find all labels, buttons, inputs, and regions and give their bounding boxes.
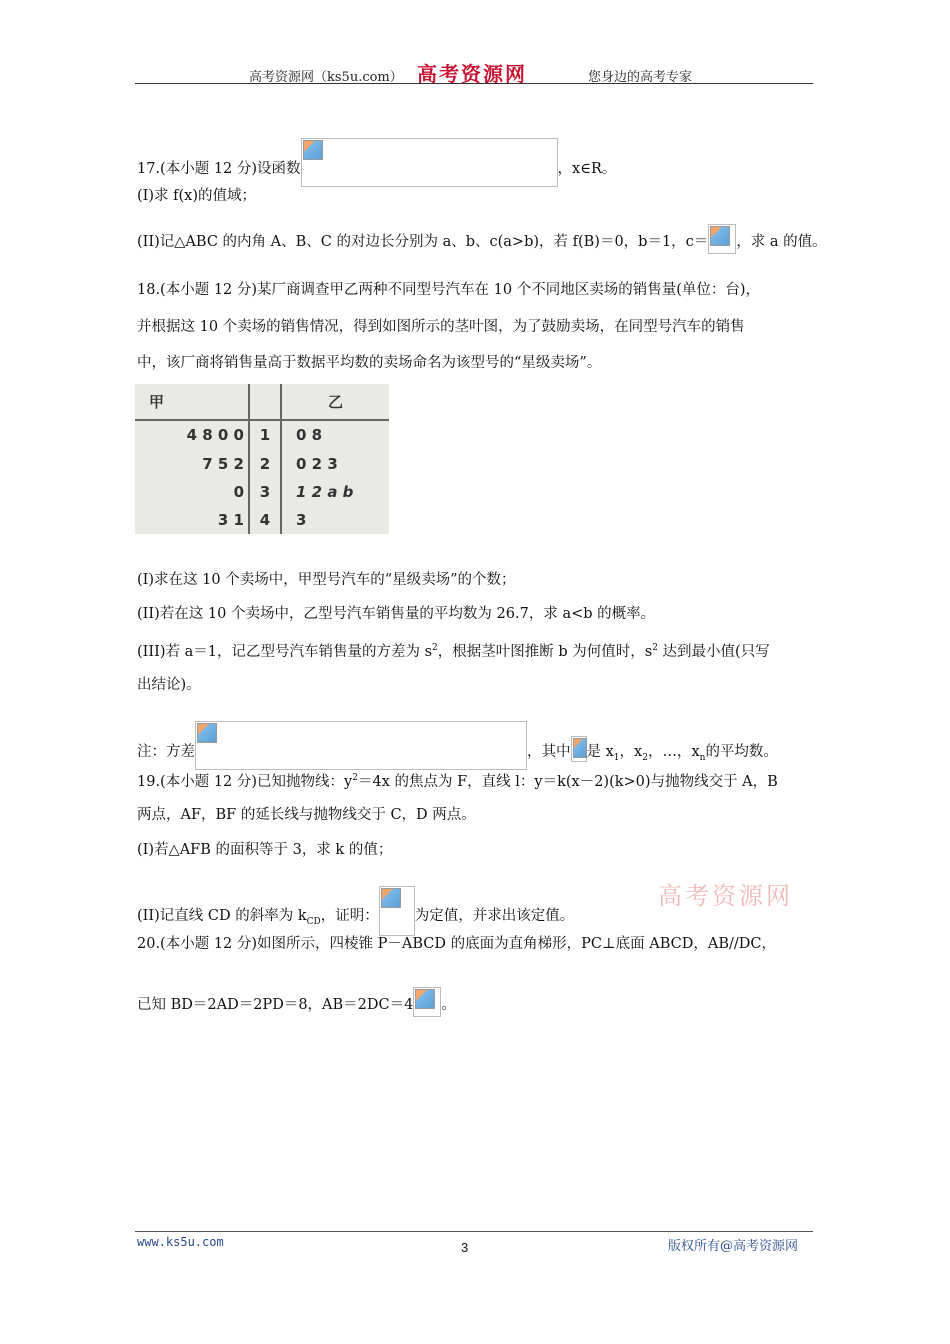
header-site-name: 高考资源网（ks5u.com）: [249, 70, 403, 85]
q19-part2: [137, 886, 574, 936]
stem-header-mid: [249, 384, 281, 420]
watermark: 高考资源网: [658, 882, 793, 910]
q18-part1: (I)求在这 10 个卖场中，甲型号汽车的“星级卖场”的个数；: [137, 572, 516, 588]
q20-line1: 20.(本小题 12 分)如图所示，四棱锥 P－ABCD 的底面为直角梯形，PC⊥底面 ABCD，AB//DC，: [137, 936, 776, 952]
header-slogan: 您身边的高考专家: [588, 70, 693, 85]
note-text: ，x: [619, 744, 643, 760]
broken-image-icon: [415, 989, 435, 1009]
stem-header-left: 甲: [135, 384, 249, 420]
stem-left-leaves: 4 8 0 0: [135, 420, 249, 450]
q18-line3: 中，该厂商将销售量高于数据平均数的卖场命名为该型号的“星级卖场”。: [137, 355, 602, 371]
stem-row: [135, 450, 389, 478]
q17-line1: [137, 138, 616, 187]
q17-stem-text: 17.(本小题 12 分)设函数: [137, 161, 301, 177]
stem-header-right: 乙: [281, 384, 389, 420]
subscript: n: [699, 752, 706, 763]
q18-part3-tail: 达到最小值(只写: [657, 643, 770, 660]
stem-left-leaves: 7 5 2: [135, 450, 249, 478]
q18-part3-text: (III)若 a＝1，记乙型号汽车销售量的方差为 s: [137, 643, 433, 660]
footer-copyright: 版权所有@高考资源网: [668, 1239, 799, 1254]
stem-value: 2: [249, 450, 281, 478]
q18-line2: 并根据这 10 个卖场的销售情况，得到如图所示的茎叶图，为了鼓励卖场，在同型号汽车的销售: [137, 319, 745, 335]
broken-image-icon: [573, 738, 587, 758]
stem-left-leaves: 0: [135, 478, 249, 506]
q17-part2: [137, 224, 827, 254]
note-mid: ，其中: [527, 744, 571, 760]
q20-line2: [137, 987, 456, 1017]
footer-divider: [135, 1231, 813, 1232]
q18-note: [137, 721, 778, 770]
q18-line1: 18.(本小题 12 分)某厂商调查甲乙两种不同型号汽车在 10 个不同地区卖场的销售量(单位：台)，: [137, 282, 761, 298]
stem-row: [135, 420, 389, 450]
superscript: 2: [352, 773, 358, 783]
q19-line1: [137, 768, 778, 792]
superscript: 2: [432, 643, 438, 653]
mean-symbol-image: [571, 736, 587, 762]
note-text: 是 x: [586, 744, 614, 760]
formula-image: [301, 138, 558, 187]
q19-part2-text: (II)记直线 CD 的斜率为 k: [137, 908, 307, 924]
note-label: 注：方差: [137, 744, 195, 760]
stem-value: 3: [249, 478, 281, 506]
formula-image: [379, 886, 415, 936]
q20-text: 。: [441, 997, 456, 1013]
stem-left-leaves: 3 1: [135, 506, 249, 534]
q18-part3-cont: 出结论)。: [137, 677, 201, 693]
stem-right-leaves: 0 8: [296, 426, 323, 445]
q20-text: 已知 BD＝2AD＝2PD＝8，AB＝2DC＝4: [137, 997, 414, 1013]
note-text: 的平均数。: [705, 744, 778, 760]
stem-right-leaves: 1 2 a b: [296, 482, 354, 501]
stem-value: 1: [249, 420, 281, 450]
stem-right-leaves: 3: [296, 510, 307, 529]
q17-part2-text: (II)记△ABC 的内角 A、B、C 的对边长分别为 a、b、c(a>b)，若 f(B)＝0，b＝1，c＝: [137, 234, 709, 250]
note-text: ，…，x: [647, 744, 700, 760]
broken-image-icon: [197, 723, 217, 743]
variance-formula-image: [195, 721, 527, 770]
q18-part3-mid: ，根据茎叶图推断 b 为何值时，s: [437, 643, 653, 660]
superscript: 2: [652, 643, 658, 653]
q19-text: 19.(本小题 12 分)已知抛物线：y: [137, 773, 353, 790]
formula-image: [708, 224, 736, 254]
stem-right-leaves: 0 2 3: [296, 454, 338, 473]
q17-domain-text: ，x∈R。: [557, 161, 617, 177]
stem-value: 4: [249, 506, 281, 534]
subscript: CD: [306, 916, 321, 927]
stem-leaf-plot: [135, 384, 389, 534]
stem-row: [135, 506, 389, 534]
page-number: 3: [461, 1240, 469, 1255]
header-logo: 高考资源网: [417, 62, 527, 86]
broken-image-icon: [303, 140, 323, 160]
q19-text: ＝4x 的焦点为 F，直线 l：y＝k(x－2)(k>0)与抛物线交于 A，B: [357, 773, 778, 790]
broken-image-icon: [710, 226, 730, 246]
footer-link[interactable]: www.ks5u.com: [137, 1235, 224, 1249]
stem-row: [135, 478, 389, 506]
q19-line2: 两点，AF，BF 的延长线与抛物线交于 C，D 两点。: [137, 807, 476, 823]
header-divider: [135, 83, 813, 84]
q17-part1: (I)求 f(x)的值域；: [137, 188, 257, 204]
subscript: 1: [613, 752, 620, 763]
subscript: 2: [642, 752, 648, 763]
q18-part3: [137, 638, 770, 662]
q19-part2-tail: 为定值，并求出该定值。: [414, 908, 575, 924]
formula-image: [413, 987, 441, 1017]
q18-part2: (II)若在这 10 个卖场中，乙型号汽车销售量的平均数为 26.7，求 a<b 的概率。: [137, 606, 656, 622]
q19-part1: (I)若△AFB 的面积等于 3，求 k 的值；: [137, 842, 393, 858]
q19-part2-mid: ，证明：: [320, 908, 379, 924]
q17-part2-tail: ，求 a 的值。: [736, 234, 827, 250]
broken-image-icon: [381, 888, 401, 908]
